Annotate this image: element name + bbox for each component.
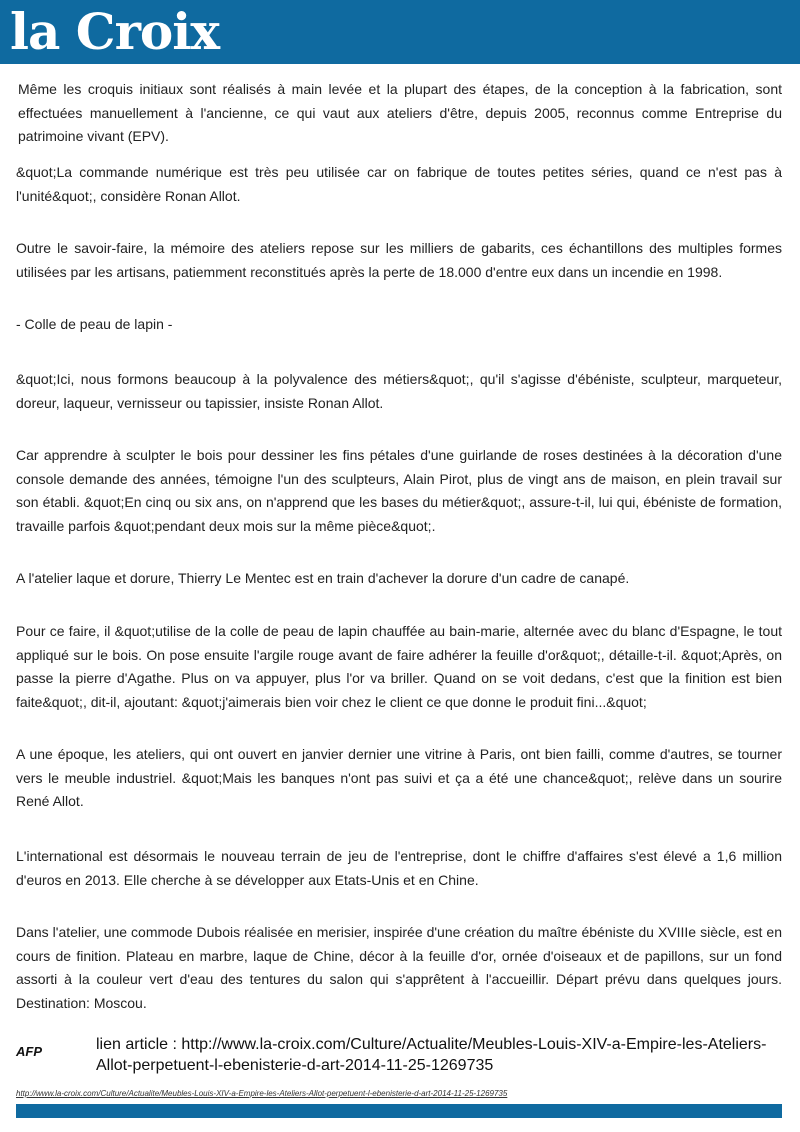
article-paragraph: &quot;Ici, nous formons beaucoup à la polyvalence des métiers&quot;, qu'il s'agisse d'ébéniste, sculpteur, marqueteur, doreur, laqueur, vernisseur ou tapissier, insiste Ronan Allot. [16, 371, 782, 411]
article-paragraph: Pour ce faire, il &quot;utilise de la colle de peau de lapin chauffée au bain-marie, alternée avec du blanc d'Espagne, le tout appliqué sur le bois. On pose ensuite l'argile rouge avant de faire adhérer la feuille d'or&quot;, détaille-t-il. &quot;Après, on passe la pierre d'Agathe. Plus on va appuyer, plus l'or va briller. Quand on se voit dedans, c'est que la finition est bien faite&quot;, dit-il, ajoutant: &quot;j'aimerais bien voir chez le client ce que donne le produit fini...&quot; [16, 623, 782, 710]
source-url-link[interactable]: http://www.la-croix.com/Culture/Actualite/Meubles-Louis-XIV-a-Empire-les-Ateliers-Allot-perpetuent-l-ebenisterie-d-art-2014-11-25-1269735 [16, 1089, 508, 1098]
article-paragraph: Dans l'atelier, une commode Dubois réalisée en merisier, inspirée d'une création du maître ébéniste du XVIIIe siècle, est en cours de finition. Plateau en marbre, laque de Chine, décor à la feuille d'or, ornée d'oiseaux et de papillons, sur un fond assorti à la couleur vert d'eau des tentures du salon qui s'apprêtent à l'accueillir. Départ prévu dans quelques jours. Destination: Moscou. [16, 924, 782, 1011]
article-link[interactable]: lien article : http://www.la-croix.com/Culture/Actualite/Meubles-Louis-XIV-a-Empire-les-Ateliers-Allot-perpetuent-l-ebenisterie-d-art-2014-11-25-1269735 [96, 1036, 767, 1074]
footer-bar [16, 1104, 782, 1118]
article-subheading: - Colle de peau de lapin - [16, 316, 173, 332]
article-paragraph: Même les croquis initiaux sont réalisés à main levée et la plupart des étapes, de la conception à la fabrication, sont effectuées manuellement à l'ancienne, ce qui vaut aux ateliers d'être, depuis 2005, reconnus comme Entreprise du patrimoine vivant (EPV). [18, 81, 782, 144]
masthead-banner [0, 0, 800, 64]
article-paragraph: A une époque, les ateliers, qui ont ouvert en janvier dernier une vitrine à Paris, ont bien failli, comme d'autres, se tourner vers le meuble industriel. &quot;Mais les banques n'ont pas suivi et ça a été une chance&quot;, relève dans un sourire René Allot. [16, 746, 782, 809]
article-paragraph: A l'atelier laque et dorure, Thierry Le Mentec est en train d'achever la dorure d'un cadre de canapé. [16, 570, 630, 586]
la-croix-logo: la Croix [10, 2, 220, 61]
article-paragraph: &quot;La commande numérique est très peu utilisée car on fabrique de toutes petites séries, quand ce n'est pas à l'unité&quot;, considère Ronan Allot. [16, 164, 782, 204]
article-paragraph: L'international est désormais le nouveau terrain de jeu de l'entreprise, dont le chiffre d'affaires s'est élevé a 1,6 million d'euros en 2013. Elle cherche à se développer aux Etats-Unis et en Chine. [16, 848, 782, 888]
article-paragraph: Car apprendre à sculpter le bois pour dessiner les fins pétales d'une guirlande de roses destinées à la décoration d'une console demande des années, témoigne l'un des sculpteurs, Alain Pirot, plus de vingt ans de maison, en plein travail sur son établi. &quot;En cinq ou six ans, on n'apprend que les bases du métier&quot;, assure-t-il, lui qui, ébéniste de formation, travaille parfois &quot;pendant deux mois sur la même pièce&quot;. [16, 447, 782, 534]
agency-credit: AFP [16, 1044, 42, 1059]
article-paragraph: Outre le savoir-faire, la mémoire des ateliers repose sur les milliers de gabarits, ces échantillons des multiples formes utilisées par les artisans, patiemment reconstitués après la perte de 18.000 d'entre eux dans un incendie en 1998. [16, 240, 782, 280]
